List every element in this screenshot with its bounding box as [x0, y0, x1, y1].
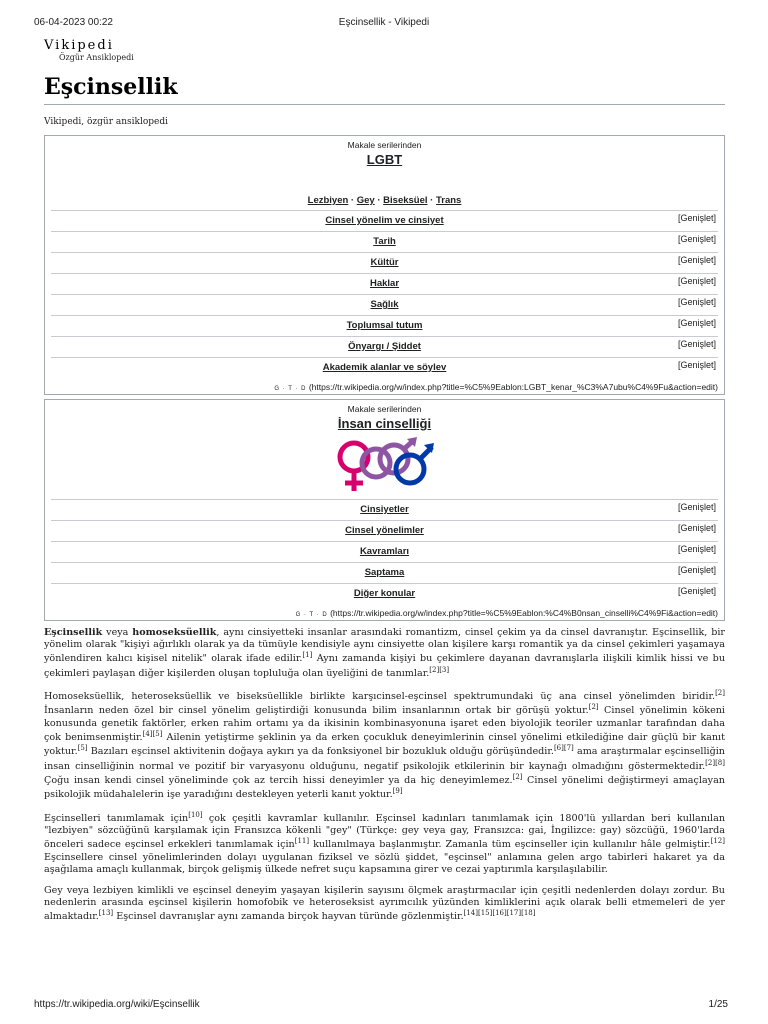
citation-link[interactable]: [2]: [512, 773, 523, 782]
row-label[interactable]: Sağlık: [370, 299, 399, 310]
expand-button[interactable]: [Genişlet]: [677, 360, 716, 370]
paragraph-intro: [44, 627, 725, 680]
expand-button[interactable]: [Genişlet]: [677, 565, 716, 575]
row-label[interactable]: Haklar: [369, 278, 400, 289]
edit-url[interactable]: (https://tr.wikipedia.org/w/index.php?title=%C5%9Eablon:LGBT_kenar_%C3%A7ubu%C4%9Fu&action=edit): [308, 382, 718, 392]
navbox-row: [51, 520, 718, 541]
citation-link[interactable]: [2][8]: [705, 758, 725, 767]
row-label[interactable]: Akademik alanlar ve söylev: [322, 362, 447, 373]
print-header: [34, 17, 734, 28]
citation-link[interactable]: [2]: [588, 703, 599, 712]
expand-button[interactable]: [Genişlet]: [677, 255, 716, 265]
vte-letters[interactable]: G · T · D: [274, 386, 307, 392]
lgbt-sidebar: [44, 135, 725, 395]
citation-link[interactable]: [1]: [302, 651, 313, 660]
text: İnsanların neden özel bir cinsel yönelim geliştirdiği konusunda bilim insanlarının ortak bir görüşü yoktur.: [44, 705, 589, 717]
expand-button[interactable]: [Genişlet]: [677, 297, 716, 307]
sexuality-title-link[interactable]: İnsan cinselliği: [337, 416, 432, 431]
text: Eşcinsellere cinsel yönelimlerinden dolayı uygulanan fiziksel ve sözlü şiddet, "eşcinsel" anlamına gelen argo tabirleri hakaret ya da aşağılama amaçlı kullanmak, birçok gelişmiş ülkede nefret suçu kapsamına girer ve cezai yaptırımla karşılaşılabilir.: [44, 851, 725, 875]
expand-button[interactable]: [Genişlet]: [677, 523, 716, 533]
text: Bazıları eşcinsel aktivitenin doğaya aykırı ya da fonksiyonel bir bozukluk olduğu görüşündedir.: [87, 746, 554, 758]
text: ama araştırmalar eşcinselliğin insan cinselliğinin normal ve pozitif bir varyasyonu olduğunu, negatif psikolojik etkilerinin bir kaynağı olmadığını göstermektedir.: [44, 746, 725, 772]
row-label[interactable]: Saptama: [364, 567, 405, 578]
row-label[interactable]: Tarih: [373, 236, 396, 247]
row-label[interactable]: Cinsel yönelimler: [345, 525, 424, 536]
paragraph-demographics: [44, 885, 725, 924]
link-trans[interactable]: Trans: [436, 195, 462, 206]
text: kullanılmaya başlanmıştır. Zamanla tüm eşcinseller için kullanılır hâle gelmiştir.: [309, 839, 711, 851]
text: veya: [102, 627, 133, 638]
expand-button[interactable]: [Genişlet]: [677, 276, 716, 286]
lgbt-group-links: Lezbiyen · Gey · Biseksüel · Trans: [307, 195, 462, 206]
site-tagline: Vikipedi, özgür ansiklopedi: [44, 117, 169, 127]
logo-wordmark: Vikipedi: [44, 38, 114, 53]
navbox-row: [51, 541, 718, 562]
human-sexuality-sidebar: [44, 399, 725, 621]
citation-link[interactable]: [2]: [715, 689, 725, 698]
citation-link[interactable]: [13]: [98, 909, 114, 918]
navbox-row: [51, 252, 718, 273]
article-page: [44, 38, 725, 933]
text: Cinsel yönelimi değiştirmeyi amaçlayan psikolojik müdahalelerin işe yaradığını destekleyen yeterli kanıt yoktur.: [44, 775, 725, 801]
text: çok çeşitli kavramlar kullanılır. Eşcinsel kadınları tanımlamak için 1800'lü yıllardan beri kullanılan "lezbiyen" sözcüğünü karşılamak için Fransızca kökenli "gey" (Türkçe: gey veya gay, Fransızca: gai, İngilizce: gay) sözcüğü, 1960'larda önceleri sadece eşcinsel erkekleri tanımlamak için: [44, 812, 725, 851]
print-datetime: 06-04-2023 00:22: [34, 17, 113, 28]
print-url: https://tr.wikipedia.org/wiki/Eşcinsellik: [34, 999, 200, 1010]
navbox-row: [51, 583, 718, 604]
expand-button[interactable]: [Genişlet]: [677, 213, 716, 223]
row-label[interactable]: Cinsel yönelim ve cinsiyet: [325, 215, 444, 226]
gender-symbols-image: [332, 437, 438, 497]
link-biseksuel[interactable]: Biseksüel: [383, 195, 428, 206]
bold-term: Eşcinsellik: [44, 627, 103, 638]
bold-term: homoseksüellik: [132, 627, 217, 638]
navbox-row: [51, 499, 718, 520]
row-label[interactable]: Kültür: [370, 257, 399, 268]
navbox-row: [51, 562, 718, 583]
paragraph-orientation: [44, 689, 725, 802]
navbox-row: [51, 273, 718, 294]
text: , aynı cinsiyetteki insanlar arasındaki romantizm, cinsel çekim ya da cinsel davranıştır. Eşcinsellik, bir yönelim olarak "kişiyi ağırlıklı olarak ya da tümüyle kendisiyle aynı cinsiyette olan kişilere karşı romantik ya da cinsel çekimleri yaşamaya yönlendiren kalıcı kişisel nitelik" olarak ifade edilir.: [44, 627, 725, 665]
print-footer: [34, 999, 728, 1010]
expand-button[interactable]: [Genişlet]: [677, 318, 716, 328]
navbox-row: [51, 294, 718, 315]
navbox-row: [51, 336, 718, 357]
citation-link[interactable]: [6][7]: [553, 744, 574, 753]
vte-links: [45, 378, 724, 394]
logo-tagline: Özgür Ansiklopedi: [59, 53, 134, 62]
citation-link[interactable]: [5]: [77, 744, 88, 753]
text: Ailenin yetiştirme şeklinin ya da erken çocukluk deneyimlerinin cinsel yönelimi etkilediğine dair güçlü bir kanıt yoktur.: [44, 732, 725, 758]
series-label: Makale serilerinden: [347, 140, 422, 150]
text: Gey veya lezbiyen kimlikli ve eşcinsel deneyim yaşayan kişilerin sayısını ölçmek araştırmacılar için çeşitli nedenlerden dolayı zordur. Bu nedenlerin arasında eşcinsel kişilerin homofobik ve heteroseksist ayrımcılık yüzünden kimliklerini açık olarak belli etmemeleri de yer almaktadır.: [44, 884, 725, 923]
navbox-row: [51, 357, 718, 378]
row-label[interactable]: Cinsiyetler: [360, 504, 409, 515]
text: Homoseksüellik, heteroseksüellik ve biseksüellikle birlikte karşıcinsel-eşcinsel spektrumundaki üç ana cinsel yönelimden biridir.: [44, 691, 716, 703]
citation-link[interactable]: [11]: [294, 837, 310, 846]
expand-button[interactable]: [Genişlet]: [677, 234, 716, 244]
expand-button[interactable]: [Genişlet]: [677, 586, 716, 596]
text: Aynı zamanda kişiyi bu çekimlere dayanan davranışlarla ilişkili kimlik hissi ve bu çekimleri paylaşan diğer kişilerden oluşan topluluğa olan üyeliğini de tanımlar.: [44, 653, 725, 679]
print-title: Eşcinsellik - Vikipedi: [338, 17, 430, 28]
expand-button[interactable]: [Genişlet]: [677, 544, 716, 554]
link-gey[interactable]: Gey: [356, 195, 375, 206]
citation-link[interactable]: [2][3]: [429, 665, 450, 674]
text: Eşcinselleri tanımlamak için: [44, 812, 189, 824]
row-label[interactable]: Toplumsal tutum: [346, 320, 423, 331]
citation-link[interactable]: [12]: [710, 837, 725, 846]
citation-link[interactable]: [4][5]: [142, 729, 163, 738]
row-label[interactable]: Önyargı / Şiddet: [348, 341, 421, 352]
row-label[interactable]: Diğer konular: [353, 588, 416, 599]
expand-button[interactable]: [Genişlet]: [677, 339, 716, 349]
series-label: Makale serilerinden: [347, 404, 422, 414]
vte-links: [45, 604, 724, 620]
text: Eşcinsel davranışlar aynı zamanda birçok hayvan türünde gözlenmiştir.: [113, 911, 464, 923]
row-label[interactable]: Kavramları: [359, 546, 410, 557]
navbox-row: [51, 315, 718, 336]
navbox-row: [51, 210, 718, 231]
navbox-row: [51, 231, 718, 252]
citation-link[interactable]: [14][15][16][17][18]: [463, 909, 536, 918]
lgbt-title-link[interactable]: LGBT: [366, 152, 403, 167]
page-title: Eşcinsellik: [44, 74, 725, 105]
vte-letters[interactable]: G · T · D: [295, 612, 328, 618]
expand-button[interactable]: [Genişlet]: [677, 502, 716, 512]
citation-link[interactable]: [9]: [392, 787, 403, 796]
edit-url[interactable]: (https://tr.wikipedia.org/w/index.php?title=%C5%9Eablon:%C4%B0nsan_cinselli%C4%9Fi&action=edit): [330, 608, 718, 618]
text: Çoğu insan kendi cinsel yöneliminde çok az tercih hissi deneyimler ya da hiç deneyimlemez.: [44, 775, 513, 787]
link-lezbiyen[interactable]: Lezbiyen: [307, 195, 349, 206]
paragraph-terminology: [44, 811, 725, 876]
citation-link[interactable]: [10]: [188, 810, 203, 819]
article-body: [44, 627, 725, 924]
print-page-number: 1/25: [708, 999, 728, 1010]
text: Cinsel yönelimin kökeni konusunda genetik faktörler, erken rahim ortamı ya da ikisinin kombinasyonuna işaret eden biyolojik teoriler uzmanlar tarafından daha çok benimsenmiştir.: [44, 705, 725, 744]
wikipedia-logo[interactable]: [44, 38, 725, 62]
